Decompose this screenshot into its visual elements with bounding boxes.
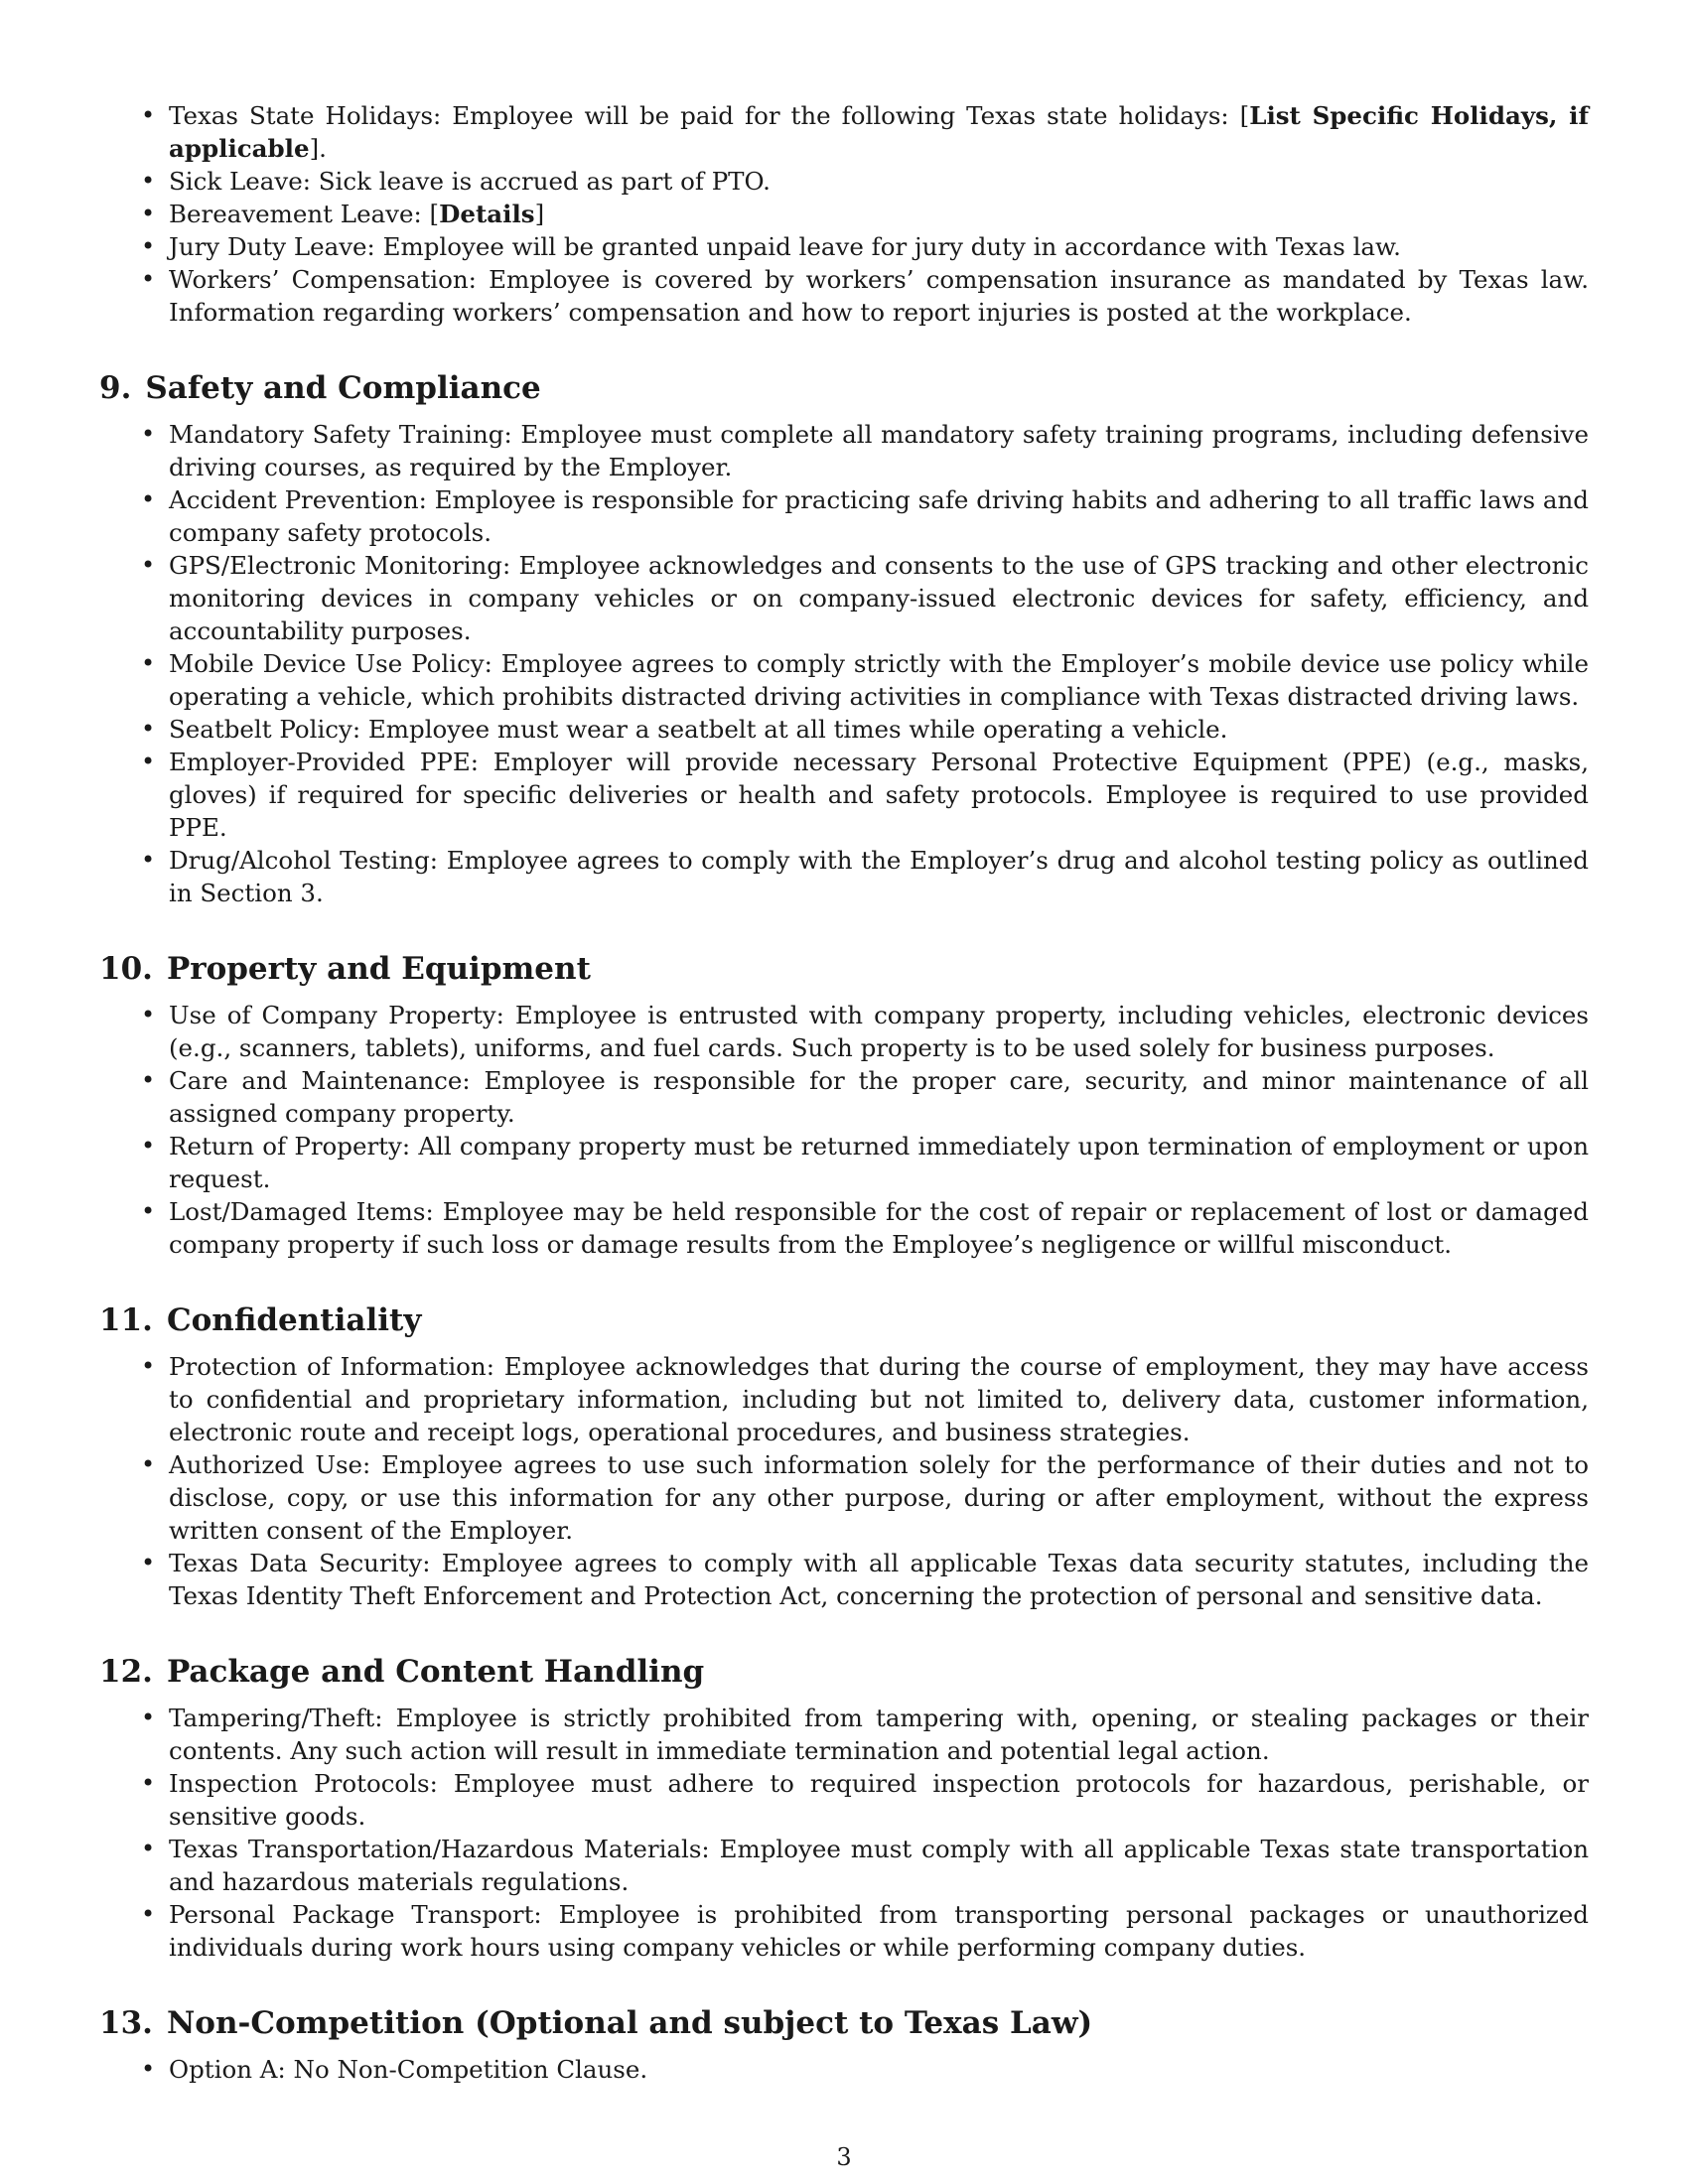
bullet-icon: • — [141, 265, 156, 293]
list-item: • Bereavement Leave: [Details] — [141, 200, 545, 228]
bullet-icon: • — [141, 101, 156, 129]
bullet-icon: • — [141, 1066, 156, 1094]
benefits-list — [99, 99, 1589, 329]
bullet-icon: • — [141, 420, 156, 448]
bullet-icon: • — [141, 1704, 156, 1731]
page-number: 3 — [836, 2143, 852, 2171]
list-item: • Authorized Use: Employee agrees to use such information solely for the performance of their duties and not to disclose, copy, or use this information for any other purpose, during or after employment, without the express written consent of the Employer. — [141, 1450, 1589, 1545]
bullet-icon: • — [141, 485, 156, 513]
bullet-icon: • — [141, 1835, 156, 1862]
section-list-property — [99, 999, 1589, 1261]
bullet-icon: • — [141, 167, 156, 195]
section-heading-confidentiality: 11. Confidentiality — [99, 1302, 422, 1338]
bullet-icon: • — [141, 846, 156, 874]
list-item: • Protection of Information: Employee acknowledges that during the course of employment, they may have access to confidential and proprietary information, including but not limited to, delivery data, customer information, electronic route and receipt logs, operational procedures, and business strategies. — [141, 1352, 1589, 1446]
bullet-icon: • — [141, 1450, 156, 1478]
list-item: • Texas Transportation/Hazardous Materials: Employee must comply with all applicable Texas state transportation and hazardous materials regulations. — [141, 1835, 1589, 1896]
list-item: • Lost/Damaged Items: Employee may be held responsible for the cost of repair or replacement of lost or damaged company property if such loss or damage results from the Employee’s negligence or willful misconduct. — [141, 1197, 1589, 1259]
list-item: • Jury Duty Leave: Employee will be granted unpaid leave for jury duty in accordance with Texas law. — [141, 232, 1401, 261]
list-item: • Sick Leave: Sick leave is accrued as part of PTO. — [141, 167, 771, 196]
bullet-icon: • — [141, 200, 156, 227]
section-heading-property: 10. Property and Equipment — [99, 951, 591, 987]
section-heading-package-handling: 12. Package and Content Handling — [99, 1654, 705, 1690]
list-item: • Use of Company Property: Employee is entrusted with company property, including vehicles, electronic devices (e.g., scanners, tablets), uniforms, and fuel cards. Such property is to be used solely for business purposes. — [141, 1001, 1589, 1062]
section-list-safety — [99, 418, 1589, 909]
section-list-non-competition — [99, 2053, 1589, 2086]
document-page — [99, 99, 1589, 2086]
section-heading-non-competition: 13. Non-Competition (Optional and subject to Texas Law) — [99, 2005, 1093, 2041]
bullet-icon: • — [141, 1352, 156, 1380]
bullet-icon: • — [141, 1132, 156, 1160]
list-item: • Workers’ Compensation: Employee is covered by workers’ compensation insurance as mandated by Texas law. Information regarding workers’ compensation and how to report injuries is posted at the workplace. — [141, 265, 1589, 327]
section-list-confidentiality — [99, 1350, 1589, 1612]
bullet-icon: • — [141, 649, 156, 677]
list-item: • Option A: No Non-Competition Clause. — [141, 2055, 648, 2084]
list-item: • Inspection Protocols: Employee must adhere to required inspection protocols for hazardous, perishable, or sensitive goods. — [141, 1769, 1589, 1831]
bullet-icon: • — [141, 2055, 156, 2083]
bullet-icon: • — [141, 551, 156, 579]
bullet-icon: • — [141, 1900, 156, 1928]
list-item: • Personal Package Transport: Employee is prohibited from transporting personal packages or unauthorized individuals during work hours using company vehicles or while performing company duties. — [141, 1900, 1589, 1962]
list-item: • Seatbelt Policy: Employee must wear a seatbelt at all times while operating a vehicle. — [141, 715, 1228, 744]
list-item: • Mobile Device Use Policy: Employee agrees to comply strictly with the Employer’s mobile device use policy while operating a vehicle, which prohibits distracted driving activities in compliance with Texas distracted driving laws. — [141, 649, 1589, 711]
bullet-icon: • — [141, 1769, 156, 1797]
list-item: • Care and Maintenance: Employee is responsible for the proper care, security, and minor maintenance of all assigned company property. — [141, 1066, 1589, 1128]
section-heading-safety: 9. Safety and Compliance — [99, 370, 541, 406]
bullet-icon: • — [141, 748, 156, 775]
list-item: • Texas Data Security: Employee agrees to comply with all applicable Texas data security statutes, including the Texas Identity Theft Enforcement and Protection Act, concerning the protection of personal and sensitive data. — [141, 1549, 1589, 1610]
list-item: • Drug/Alcohol Testing: Employee agrees to comply with the Employer’s drug and alcohol testing policy as outlined in Section 3. — [141, 846, 1589, 907]
list-item: • Texas State Holidays: Employee will be paid for the following Texas state holidays: [List Specific Holidays, if applicable]. — [141, 101, 1589, 163]
list-item: • GPS/Electronic Monitoring: Employee acknowledges and consents to the use of GPS tracking and other electronic monitoring devices in company vehicles or on company-issued electronic devices for safety, efficiency, and accountability purposes. — [141, 551, 1589, 645]
list-item: • Employer-Provided PPE: Employer will provide necessary Personal Protective Equipment (PPE) (e.g., masks, gloves) if required for specific deliveries or health and safety protocols. Employee is required to use provided PPE. — [141, 748, 1589, 842]
bullet-icon: • — [141, 1001, 156, 1028]
section-list-package-handling — [99, 1702, 1589, 1964]
bullet-icon: • — [141, 232, 156, 260]
bullet-icon: • — [141, 1549, 156, 1576]
list-item: • Tampering/Theft: Employee is strictly prohibited from tampering with, opening, or stealing packages or their contents. Any such action will result in immediate termination and potential legal action. — [141, 1704, 1589, 1765]
bullet-icon: • — [141, 715, 156, 743]
list-item: • Mandatory Safety Training: Employee must complete all mandatory safety training programs, including defensive driving courses, as required by the Employer. — [141, 420, 1589, 481]
list-item: • Return of Property: All company property must be returned immediately upon termination of employment or upon request. — [141, 1132, 1589, 1193]
list-item: • Accident Prevention: Employee is responsible for practicing safe driving habits and adhering to all traffic laws and company safety protocols. — [141, 485, 1589, 547]
bullet-icon: • — [141, 1197, 156, 1225]
